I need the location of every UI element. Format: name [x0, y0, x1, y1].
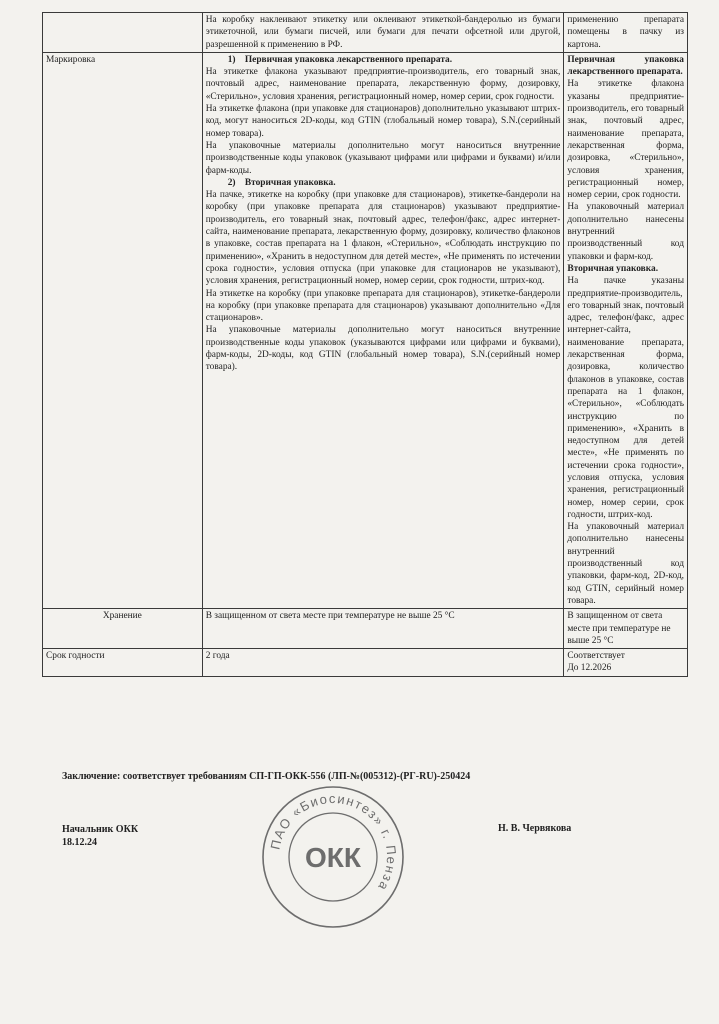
result-paragraph-1: На этикетке флакона указаны предприятие-производитель, его товарный знак, почтовый адрес, наименование препарата, лекарственная форма, дозировка, «Стерильно», условия хранения, регистрационный номер, номер серии, срок годности.	[567, 79, 684, 201]
labeling-result: применению препарата помещены в пачку из картона.	[567, 15, 684, 50]
labeling-text: На коробку наклеивают этикетку или оклеивают этикеткой-бандеролью из бумаги этикеточной, или бумаги писчей, или бумаги для печати офсетной или другой, разрешенной к применению в РФ.	[205, 15, 561, 50]
result-paragraph-3: На пачке указаны предприятие-производитель, его товарный знак, почтовый адрес, телефон/факс, адрес интернет-сайта, наименование препарата, лекарственная форма, дозировка, количество флаконов в упаковке, состав препарата на 1 флакон, «Стерильно», «Соблюдать инструкцию по применению», «Хранить в недоступном для детей месте», «Не применять по истечении срока годности», условия отпуска, условия хранения, регистрационный номер, номер серии, срок годности, штрих-код.	[567, 276, 684, 520]
stamp-center-text: ОКК	[305, 842, 361, 873]
cell-label-marking: Маркировка	[43, 52, 203, 608]
cell-result-shelf-life	[564, 649, 688, 677]
signatory-title: Начальник ОКК	[62, 824, 139, 835]
result-heading-primary: Первичная упаковка лекарственного препарата.	[567, 54, 684, 78]
okk-stamp	[258, 782, 408, 932]
primary-paragraph-1: На этикетке флакона указывают предприятие-производитель, его товарный знак, почтовый адрес, наименование препарата, лекарственную форму, дозировку, «Стерильно», условия хранения, регистрационный номер, номер серии, срок годности.	[205, 67, 561, 102]
cell-label-storage: Хранение	[43, 609, 203, 649]
cell-result	[564, 13, 688, 53]
result-heading-secondary: Вторичная упаковка.	[567, 263, 659, 274]
stamp-ring-text: ПАО «Биосинтез» г. Пенза	[267, 790, 400, 895]
secondary-paragraph-1: На пачке, этикетке на коробку (при упаковке для стационаров), этикетке-бандероли на коробку (при упаковке препарата для стационаров) указывают предприятие-производитель, его товарный знак, почтовый адрес, телефон/факс, адрес интернет-сайта, наименование препарата, лекарственную форму, дозировку, количество флаконов в упаковке, состав препарата на 1 флакон, «Стерильно», «Соблюдать инструкцию по применению», «Хранить в недоступном для детей месте», «Не применять по истечении срока годности», условия отпуска (при упаковке для стационаров не указывают), условия хранения, регистрационный номер, номер серии, срок годности, штрих-код.	[205, 190, 561, 287]
secondary-paragraph-3: На упаковочные материалы дополнительно могут наноситься внутренние производственные коды упаковок (указываются цифрами или цифрами и буквами), фарм-коды, 2D-коды, код GTIN (глобальный номер товара), S.N.(серийный номер товара).	[205, 325, 561, 373]
cell-spec-shelf-life: 2 года	[202, 649, 564, 677]
result-paragraph-2: На упаковочный материал дополнительно нанесены внутренний производственный код упаковки и фарм-код.	[567, 202, 684, 262]
primary-heading: 1) Первичная упаковка лекарственного препарата.	[227, 54, 453, 65]
table-row-shelf-life	[43, 649, 688, 677]
primary-paragraph-2: На этикетке флакона (при упаковке для стационаров) дополнительно указывают штрих-код, могут наноситься 2D-коды, код GTIN (глобальный номер товара), S.N.(серийный номер товара).	[205, 104, 561, 139]
secondary-heading: 2) Вторичная упаковка.	[227, 177, 336, 188]
shelf-life-result: Соответствует	[567, 651, 625, 662]
conclusion: Заключение: соответствует требованиям СП-ГП-ОКК-556 (ЛП-№(005312)-(РГ-RU)-250424	[62, 771, 471, 782]
signature-date: 18.12.24	[62, 837, 97, 848]
result-paragraph-4: На упаковочный материал дополнительно нанесены внутренний производственный код упаковки, фарм-код, 2D-код, код GTIN, серийный номер товара.	[567, 522, 684, 606]
table-row-storage	[43, 609, 688, 649]
spec-table	[42, 12, 688, 677]
signatory-block	[62, 823, 138, 849]
shelf-life-date: До 12.2026	[567, 663, 612, 674]
table-row-labeling-material	[43, 13, 688, 53]
cell-spec-marking	[202, 52, 564, 608]
cell-spec-storage: В защищенном от света месте при температуре не выше 25 °С	[202, 609, 564, 649]
cell-result-storage: В защищенном от света месте при температуре не выше 25 °С	[564, 609, 688, 649]
cell-empty	[43, 13, 203, 53]
cell-result-marking	[564, 52, 688, 608]
signatory-name: Н. В. Червякова	[498, 823, 572, 834]
table-row-marking	[43, 52, 688, 608]
cell-label-shelf-life: Срок годности	[43, 649, 203, 677]
primary-paragraph-3: На упаковочные материалы дополнительно могут наноситься внутренние производственные коды упаковок (указывают цифрами или цифрами и буквами) и/или фарм-коды.	[205, 140, 561, 176]
secondary-paragraph-2: На этикетке на коробку (при упаковке препарата для стационаров), этикетке-бандероли на коробку (при упаковке препарата для стационаров) указывают дополнительно «Для стационаров».	[205, 288, 561, 324]
cell-spec	[202, 13, 564, 53]
